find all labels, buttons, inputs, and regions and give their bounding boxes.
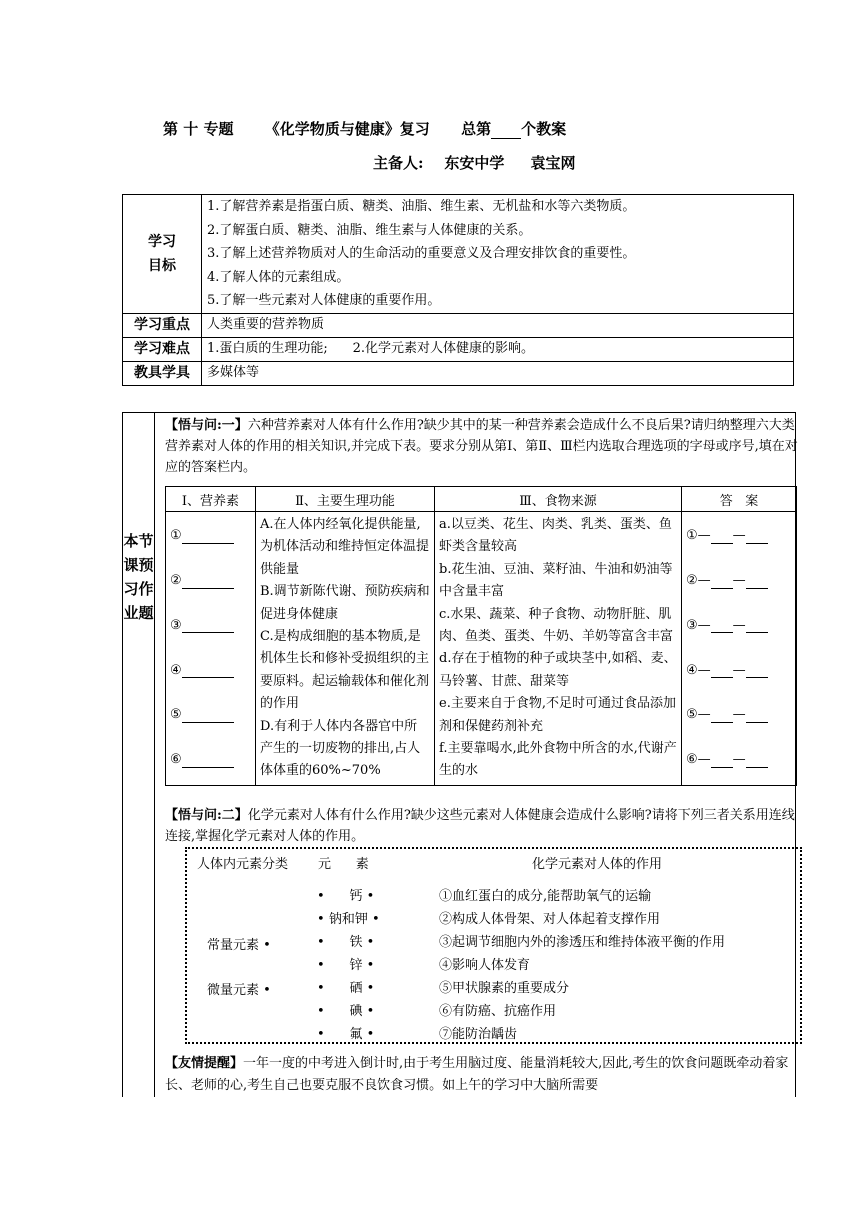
answer-slot[interactable]: ⑥ — —: [686, 738, 792, 783]
goal-item: 2.了解蛋白质、糖类、油脂、维生素与人体健康的关系。: [207, 222, 532, 238]
answer-slot[interactable]: ⑤ — —: [686, 693, 792, 738]
nutrient-slot[interactable]: ④: [170, 648, 251, 693]
lesson-number-blank[interactable]: [491, 124, 521, 139]
header-answer: 答 案: [682, 487, 797, 512]
q2-tag: 【悟与问:二】: [165, 808, 248, 823]
header-function: Ⅱ、主要生理功能: [256, 487, 435, 512]
source-list: [435, 512, 682, 786]
goals-label: 学习目标: [123, 195, 202, 314]
key-point-value: 人类重要的营养物质: [202, 313, 794, 337]
effect-item[interactable]: ①血红蛋白的成分,能帮助氧气的运输: [439, 889, 652, 904]
nutrient-slots: [166, 512, 256, 786]
nutrient-slot[interactable]: ⑥: [170, 738, 251, 783]
side-column: [123, 413, 155, 1097]
author-line: 主备人: 东安中学 袁宝网: [373, 154, 576, 172]
effect-item[interactable]: ④影响人体发育: [439, 958, 531, 973]
goal-item: 4.了解人体的元素组成。: [207, 269, 350, 285]
difficulty-value: 1.蛋白质的生理功能; 2.化学元素对人体健康的影响。: [202, 337, 794, 361]
question-2: [165, 805, 799, 847]
tools-value: 多媒体等: [202, 361, 794, 385]
answer-slot[interactable]: ④ — —: [686, 648, 792, 693]
element-item[interactable]: • 钠和钾 •: [317, 912, 380, 927]
overview-table: [122, 194, 794, 386]
tip-text: 一年一度的中考进入倒计时,由于考生用脑过度、能量消耗较大,因此,考生的饮食问题既牵动着家长、老师的心,考生自己也要克服不良饮食习惯。如上午的学习中大脑所需要: [165, 1056, 789, 1093]
function-list: [256, 512, 435, 786]
nutrient-slot[interactable]: ①: [170, 514, 251, 559]
q1-tag: 【悟与问:一】: [165, 418, 248, 433]
effect-item[interactable]: ⑤甲状腺素的重要成分: [439, 981, 570, 996]
category-trace[interactable]: 微量元素 •: [207, 983, 271, 998]
q1-text: 六种营养素对人体有什么作用?缺少其中的某一种营养素会造成什么不良后果?请归纳整理六大类营养素对人体的作用的相关知识,并完成下表。要求分别从第Ⅰ、第Ⅱ、Ⅲ栏内选取合理选项的字母或序号,填在对应的答案栏内。: [165, 418, 798, 475]
title-suffix: 个教案: [521, 120, 567, 138]
tools-label: 教具学具: [123, 361, 202, 385]
lesson-title: [163, 118, 566, 139]
category-major[interactable]: 常量元素 •: [207, 938, 271, 953]
nutrient-slot[interactable]: ⑤: [170, 693, 251, 738]
function-item: A.在人体内经氧化提供能量,为机体活动和维持恒定体温提供能量: [260, 517, 430, 577]
q2-text: 化学元素对人体有什么作用?缺少这些元素对人体健康会造成什么影响?请将下列三者关系用连线连接,掌握化学元素对人体的作用。: [165, 808, 795, 844]
effect-item[interactable]: ②构成人体骨架、对人体起着支撑作用: [439, 912, 661, 927]
preview-section: [122, 412, 796, 1097]
source-item: d.存在于植物的种子或块茎中,如稻、麦、马铃薯、甘蔗、甜菜等: [439, 651, 677, 689]
col-header-category: 人体内元素分类: [197, 857, 289, 872]
element-item[interactable]: • 锌 •: [317, 958, 375, 973]
nutrient-table: [165, 486, 797, 786]
answer-slot[interactable]: ③ — —: [686, 604, 792, 649]
source-item: b.花生油、豆油、菜籽油、牛油和奶油等中含量丰富: [439, 561, 673, 600]
goal-item: 5.了解一些元素对人体健康的重要作用。: [207, 293, 441, 308]
element-item[interactable]: • 铁 •: [317, 935, 375, 950]
friendly-tip: [165, 1053, 799, 1097]
effect-item[interactable]: ③起调节细胞内外的渗透压和维持体液平衡的作用: [439, 935, 726, 950]
side-label: 本节课预习作业题: [123, 532, 154, 622]
header-source: Ⅲ、食物来源: [435, 487, 682, 512]
col-header-element: 元 素: [318, 857, 369, 872]
title-text: 第 十 专题 《化学物质与健康》复习 总第: [163, 120, 492, 138]
answer-slot[interactable]: ① — —: [686, 514, 792, 559]
function-item: D.有利于人体内各器官中所产生的一切废物的排出,占人体体重的60%~70%: [260, 718, 421, 779]
key-point-label: 学习重点: [123, 313, 202, 337]
source-item: a.以豆类、花生、肉类、乳类、蛋类、鱼虾类含量较高: [439, 517, 672, 555]
effect-item[interactable]: ⑦能防治龋齿: [439, 1027, 518, 1042]
function-item: C.是构成细胞的基本物质,是机体生长和修补受损组织的主要原料。起运输载体和催化剂的作用: [260, 629, 430, 712]
difficulty-label: 学习难点: [123, 337, 202, 361]
question-1: [165, 415, 799, 478]
source-item: c.水果、蔬菜、种子食物、动物肝脏、肌肉、鱼类、蛋类、牛奶、羊奶等富含丰富: [439, 606, 674, 645]
nutrient-slot[interactable]: ②: [170, 559, 251, 604]
goal-item: 1.了解营养素是指蛋白质、糖类、油脂、维生素、无机盐和水等六类物质。: [207, 199, 636, 214]
element-item[interactable]: • 氟 •: [317, 1027, 375, 1042]
effect-item[interactable]: ⑥有防癌、抗癌作用: [439, 1004, 557, 1019]
matching-box: [185, 847, 802, 1044]
col-header-effect: 化学元素对人体的作用: [532, 857, 663, 872]
answer-slot[interactable]: ② — —: [686, 559, 792, 604]
source-item: f.主要靠喝水,此外食物中所含的水,代谢产生的水: [439, 741, 677, 779]
element-item[interactable]: • 钙 •: [317, 889, 375, 904]
tip-tag: 【友情提醒】: [165, 1056, 244, 1071]
answer-slots: [682, 512, 797, 786]
element-item[interactable]: • 碘 •: [317, 1004, 375, 1019]
function-item: B.调节新陈代谢、预防疾病和促进身体健康: [260, 584, 430, 622]
goal-item: 3.了解上述营养物质对人的生命活动的重要意义及合理安排饮食的重要性。: [207, 246, 636, 261]
goals-list: [202, 195, 794, 314]
nutrient-slot[interactable]: ③: [170, 604, 251, 649]
source-item: e.主要来自于食物,不足时可通过食品添加剂和保健药剂补充: [439, 696, 676, 734]
header-nutrient: Ⅰ、营养素: [166, 487, 256, 512]
element-item[interactable]: • 硒 •: [317, 981, 375, 996]
